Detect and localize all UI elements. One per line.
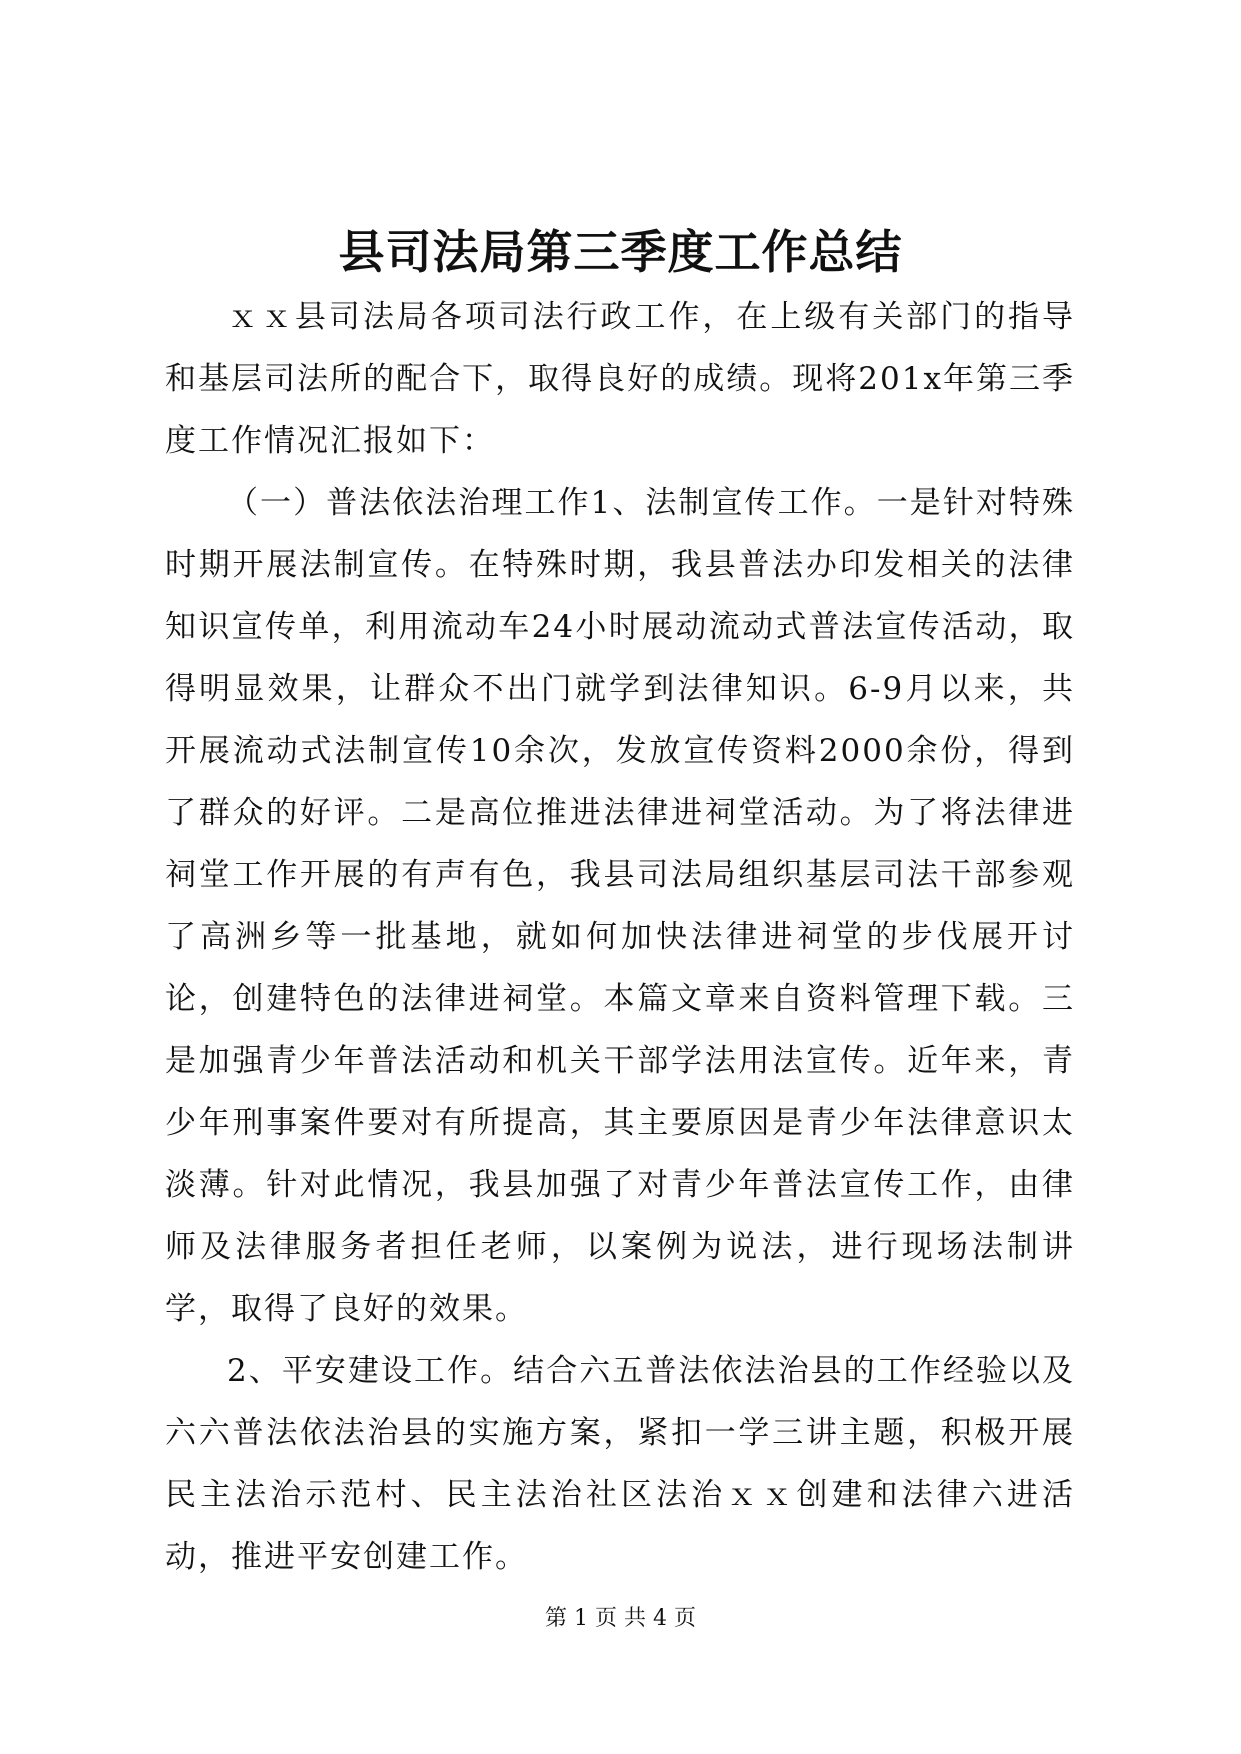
paragraph-legal-publicity: （一）普法依法治理工作1、法制宣传工作。一是针对特殊时期开展法制宣传。在特殊时期，我县普法办印发相关的法律知识宣传单，利用流动车24小时展动流动式普法宣传活动，取得明显效果，让群众不出门就学到法律知识。6-9月以来，共开展流动式法制宣传10余次，发放宣传资料2000余份，得到了群众的好评。二是高位推进法律进祠堂活动。为了将法律进祠堂工作开展的有声有色，我县司法局组织基层司法干部参观了高洲乡等一批基地，就如何加快法律进祠堂的步伐展开讨论，创建特色的法律进祠堂。本篇文章来自资料管理下载。三是加强青少年普法活动和机关干部学法用法宣传。近年来，青少年刑事案件要对有所提高，其主要原因是青少年法律意识太淡薄。针对此情况，我县加强了对青少年普法宣传工作，由律师及法律服务者担任老师，以案例为说法，进行现场法制讲学，取得了良好的效果。 bbox=[165, 485, 1075, 1327]
paragraph-safety-building: 2、平安建设工作。结合六五普法依法治县的工作经验以及六六普法依法治县的实施方案，紧扣一学三讲主题，积极开展民主法治示范村、民主法治社区法治ｘｘ创建和法律六进活动，推进平安创建工作。 bbox=[165, 1353, 1075, 1575]
page-number-footer: 第 1 页 共 4 页 bbox=[545, 1606, 696, 1631]
paragraph-intro: ｘｘ县司法局各项司法行政工作，在上级有关部门的指导和基层司法所的配合下，取得良好的成绩。现将201x年第三季度工作情况汇报如下： bbox=[165, 299, 1075, 459]
document-body bbox=[165, 286, 1075, 1588]
document-title: 县司法局第三季度工作总结 bbox=[338, 225, 903, 279]
